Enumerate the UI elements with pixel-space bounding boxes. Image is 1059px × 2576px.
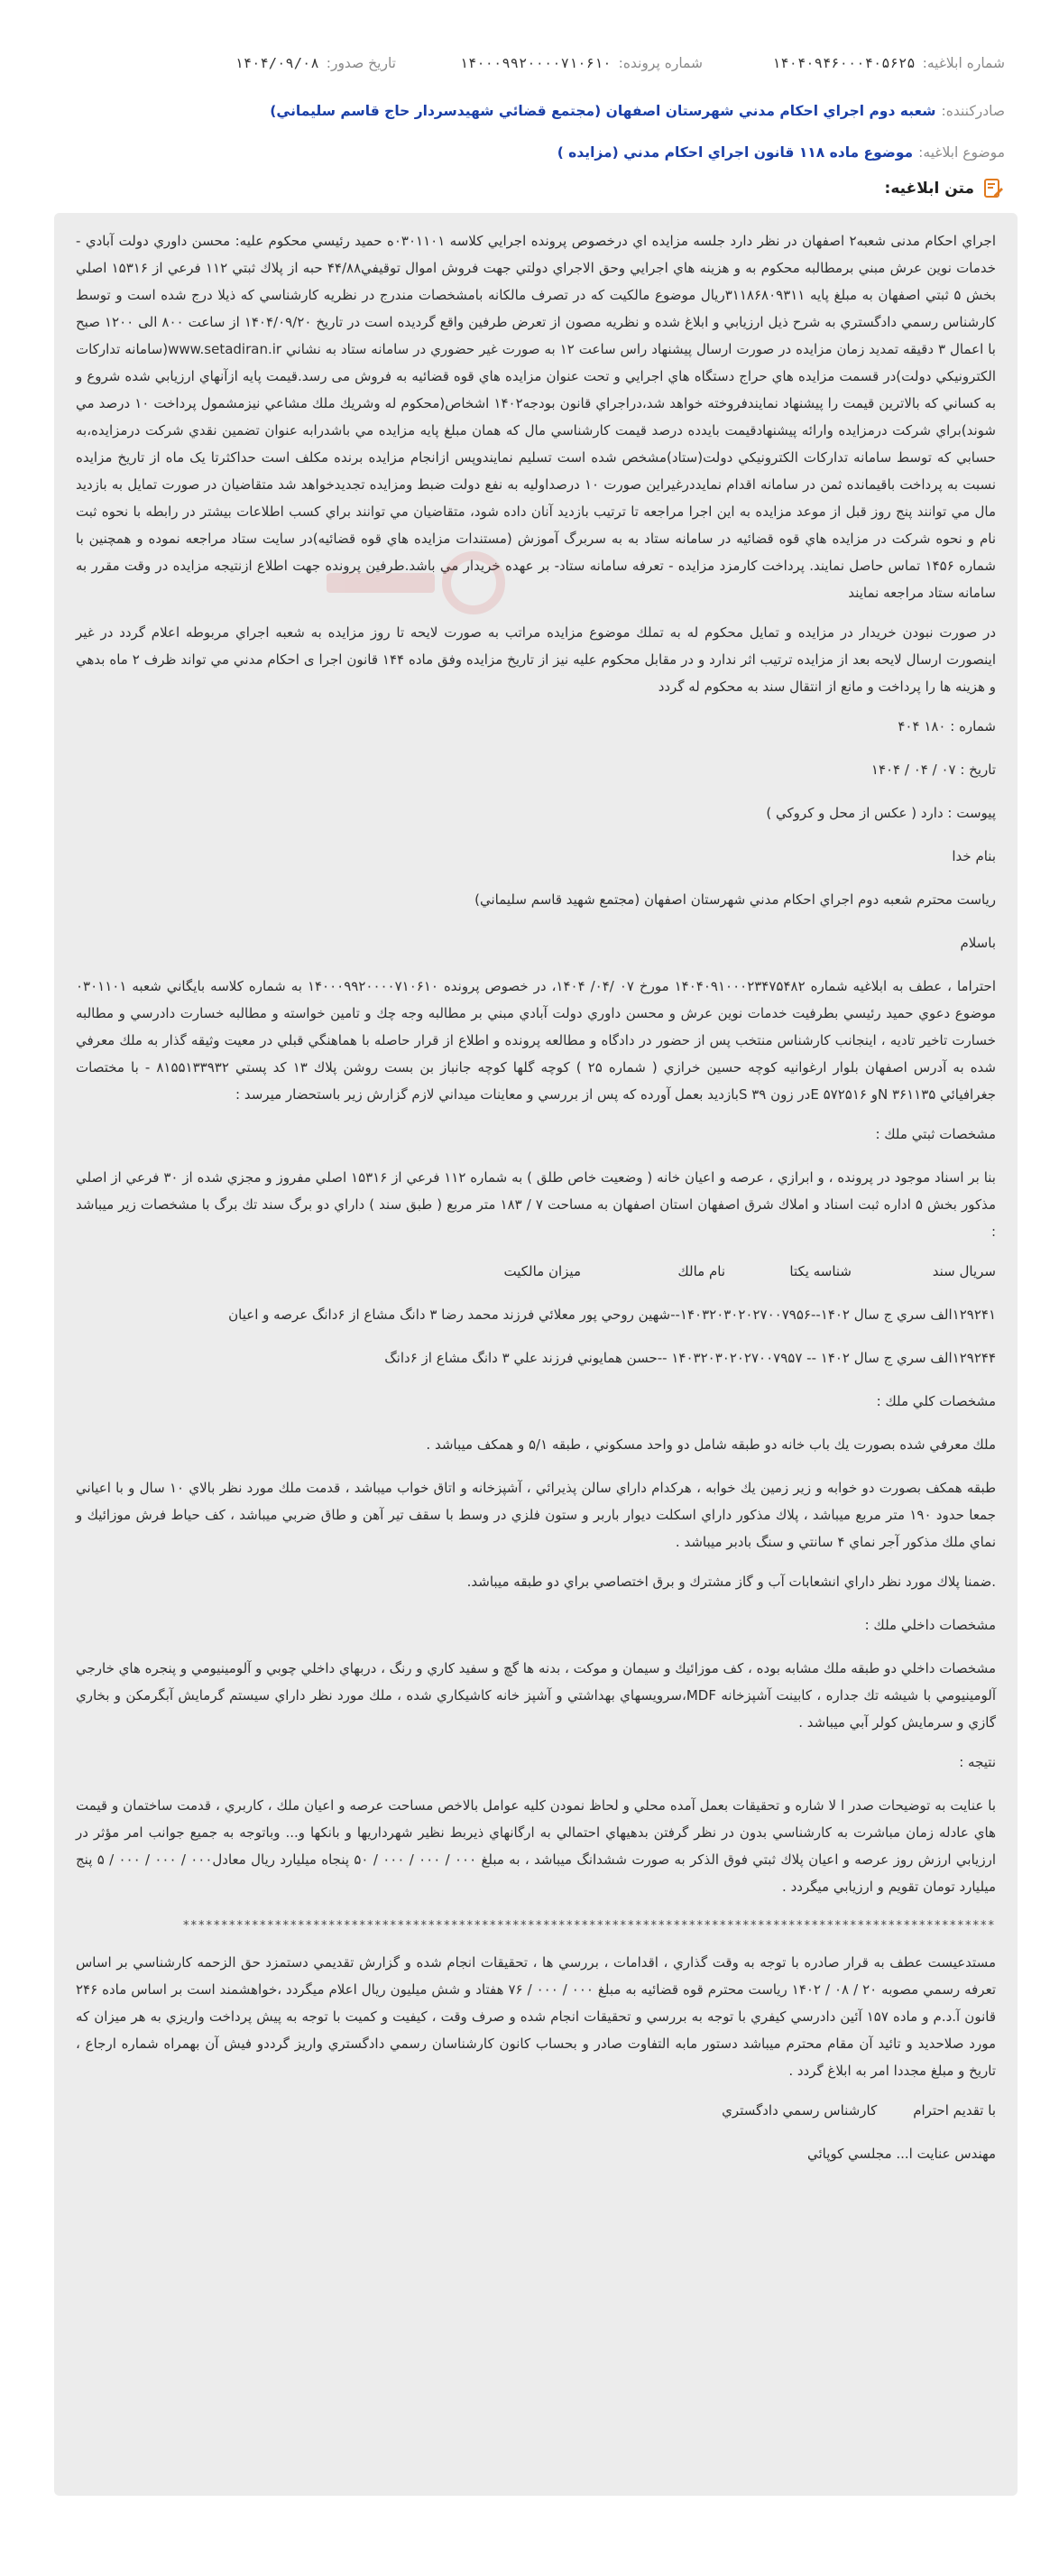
subject-value: موضوع ماده ۱۱۸ قانون اجراي احكام مدني (مزايده ): [557, 144, 914, 161]
case-number-value: ۱۴۰۰۰۹۹۲۰۰۰۰۷۱۰۶۱۰: [459, 55, 612, 71]
sender-value: شعبه دوم اجراي احكام مدني شهرستان اصفهان (مجتمع قضائي شهيدسردار حاج قاسم سليماني): [270, 103, 936, 119]
registry-title: مشخصات ثبتي ملك :: [875, 1126, 996, 1142]
owners-table-header: [76, 1258, 996, 1285]
notice-header: [0, 0, 1059, 166]
notice-number: [703, 55, 1005, 71]
utilities-line: .ضمنا پلاك مورد نظر داراي انشعابات آب و گاز مشترك و برق اختصاصي براي دو طبقه ميباشد.: [466, 1574, 996, 1590]
meta-row: [54, 47, 1005, 79]
fee-request-paragraph: مستدعيست عطف به قرار صادره با توجه به وقت گذاري ، اقدامات ، بررسي ها ، تحقيقات انجام شده و گزارش تقديمي دستمزد حق الزحمه كارشناسي بر اساس تعرفه رسمي مصوبه ۲۰ / ۰۸ / ۱۴۰۲ رياست محترم قوه قضائيه به مبلغ ۰۰۰ / ۰۰۰ / ۷۶ هفتاد و شش ميليون ريال اعلام ميگردد ،خواهشمند است بر اساس ماده ۲۴۶ قانون آ.د.م و ماده ۱۵۷ آئين دادرسي كيفري با توجه به بررسي و تحقيقات انجام شده و صرف وقت ، كيفيت و كميت با توجه به پيش پرداخت واريزي به هر ميزان كه مورد صلاحديد و تائيد آن مقام محترم ميباشد دستور مابه التفاوت صادر و بحساب كانون كارشناسان رسمي دادگستري واريز گرددو فيش آن بهمراه شماره ارجاع ، تاريخ و مبلغ مجددا امر به ابلاغ گردد .: [76, 1954, 996, 2079]
valuation-paragraph: با عنايت به توضيحات صدر ا لا شاره و تحقيقات بعمل آمده محلي و لحاظ نمودن كليه عوامل بالاخص مساحت عرصه و اعيان ملك ، كاربري ، قدمت ساختمان و قيمت هاي عادله زمان مباشرت به كارشناسي بدون در نظر گرفتن بدهيهاي احتمالي به ارگانهاي ذيربط نظير شهرداريها و بانكها و... وباتوجه به جميع جوانب امر مؤثر در ارزيابي ارزش روز عرصه و اعيان پلاك ثبتي فوق الذكر به صورت ششدانگ ميباشد ، به مبلغ ۰۰۰ / ۰۰۰ / ۰۰۰ / ۵۰ پنجاه ميليارد ريال معادل۰۰۰ / ۰۰۰ / ۰۰۰ / ۵ پنج ميليارد تومان تقويم و ارزيابي ميگردد .: [76, 1797, 996, 1895]
greeting: باسلام: [960, 935, 996, 951]
subject-label: موضوع ابلاغیه:: [918, 144, 1005, 161]
registry-paragraph: بنا بر اسناد موجود در پرونده ، و ابرازي ، عرصه و اعيان خانه ( وضعيت خاص طلق ) به شماره ۱۱۲ فرعي از ۱۵۳۱۶ اصلي مفروز و مجزي شده از ۳۰ فرعي از اصلي مذكور بخش ۵ اداره ثبت اسناد و املاك شرق اصفهان استان اصفهان به مساحت ۷ / ۱۸۳ متر مربع ( طبق سند ) داراي دو برگ سند تك برگ با مشخصات زير ميباشد :: [76, 1169, 997, 1240]
signature-name: مهندس عنايت ا... مجلسي كوپائي: [806, 2146, 996, 2162]
section-title: [885, 177, 1005, 200]
letter-recipient: رياست محترم شعبه دوم اجراي احكام مدني شهرستان اصفهان (مجتمع شهيد قاسم سليماني): [474, 891, 996, 908]
interior-paragraph: مشخصات داخلي دو طبقه ملك مشابه بوده ، كف موزائيك و سيمان و موكت ، بدنه ها گچ و سفيد كاري و رنگ ، دربهاي داخلي چوبي و آلومينيومي و پنجره هاي خارجي آلومينيومي با شيشه تك جداره ، كابينت آشپزخانه MDF،سرويسهاي بهداشتي و آشپز خانه كاشيكاري شده ، ملك مورد نظر داراي سيستم گرمايش آبگرمكن و بخاري گازي و سرمايش كولر آبي ميباشد .: [76, 1660, 996, 1731]
expert-intro-paragraph: احتراما ، عطف به ابلاغيه شماره ۱۴۰۴۰۹۱۰۰۰۲۳۴۷۵۴۸۲ مورخ ۰۷ /۰۴/ ۱۴۰۴، در خصوص پرونده ۱۴۰۰۰۹۹۲۰۰۰۰۷۱۰۶۱۰ به شماره كلاسه بايگاني شعبه ۰۳۰۱۱۰۱ موضوع دعوي حميد رئيسي بطرفيت خدمات نوين عرش و محسن داوري دولت آبادي مبني بر مطالبه وجه چك و تامين خواسته و مطالبه خسارت دادرسي و مطالبه خسارت تاخير تاديه ، اينجانب كارشناس منتخب پس از حضور در دادگاه و مطالعه پرونده و اطلاع از قرار حاصله با هماهنگي قبلي در معيت وثيقه گذار به ملك معرفي شده به آدرس اصفهان بلوار ارغوانيه كوچه حسين خرازي ( شماره ۲۵ ) كوچه گلها كوچه جانباز بن بست روشن پلاك ۱۳ كد پستي ۸۱۵۵۱۳۳۹۳۲ - با مختصات جغرافيائي ۳۶۱۱۳۵ Nو ۵۷۲۵۱۶ Eدر زون ۳۹ Sبازديد بعمل آورده كه پس از بررسي و معاينات ميداني لازم گزارش زير باستحضار ميرسد :: [76, 978, 996, 1103]
auction-paragraph: اجراي احكام مدنی شعبه۲ اصفهان در نظر دارد جلسه مزايده اي درخصوص پرونده اجرايي كلاسه ۰۳۰۱۱۰۱ه حميد رئيسي محكوم عليه: محسن داوري دولت آبادي - خدمات نوين عرش مبني برمطالبه محكوم به و هزينه هاي اجرايي وحق الاجراي دولتي جهت فروش اموال توقيفي۴۴/۸۸ حبه از پلاك ثبتي ۱۱۲ فرعي از ۱۵۳۱۶ اصلي بخش ۵ ثبتي اصفهان به مبلغ پايه ۳۱۱۸۶۸۰۹۳۱۱ريال موضوع مالكيت كه در تصرف مالكانه بامشخصات مندرج در نظريه كارشناسي كه ذيلا درج شده است و توسط كارشناس رسمي دادگستري به شرح ذيل ارزيابي و ابلاغ شده و نظريه مصون از تعرض طرفين واقع گرديده است در تاريخ ۱۴۰۴/۰۹/۲۰ از ساعت ۸۰۰ الی ۱۲۰۰ صبح با اعمال ۳ دقيقه تمديد زمان مزايده در صورت ارسال پيشنهاد راس ساعت ۱۲ به صورت غير حضوري در سامانه ستاد به نشاني www.setadiran.ir(سامانه تداركات الكترونيكي دولت)در قسمت مزايده هاي حراج دستگاه هاي اجرايي و تحت عنوان مزايده هاي قوه قضائيه به فروش می رسد.قيمت پايه ازآنهاي ارزيابي شده شروع و به كساني كه بالاترين قيمت را پيشنهاد نمايندفروخته خواهد شد،دراجراي قانون بودجه۱۴۰۲ اشخاص(محكوم له وشريك ملك مشاعي نيزمشمول پرداخت ۱۰ درصد مي شوند)براي شركت درمزايده وارائه پيشنهادقيمت بايدده درصد قيمت كارشناسي مال كه همان مبلغ پايه مزايده مي باشدرابه عنوان تضمين نقدي شركت درمزايده،به حسابي كه توسط سامانه تداركات الكترونيكي دولت(ستاد)مشخص شده است تسليم نمايندوپس ازانجام مزايده برنده مكلف است حداكثرتا يک ماه از تاريخ مزايده نسبت به پرداخت باقيمانده ثمن در سامانه اقدام نمايددرغيراين صورت ۱۰ درصداوليه به نفع دولت ضبط ومزايده تجديدخواهد شد متقاضيان در صورت تمايل به بازديد مال مي توانند پنج روز قبل از موعد مزايده به اين اجرا مراجعه تا ترتيب بازديد آنان داده شود، متقاضيان مي توانند براي كسب اطلاعات بيشتر در رابطه با نحوه ثبت نام و نحوه شركت در مزايده هاي قوه قضائيه در سامانه ستاد به به سربرگ آموزش (مستندات مزايده هاي قوه قضائيه)در سايت ستاد مراجعه نموده و همچنين با شماره ۱۴۵۶ تماس حاصل نمايند. پرداخت كارمزد مزايده - تعرفه سامانه ستاد- بر عهده خريدار مي باشد.طرفين پرونده جهت اطلاع ازنتيجه مزايده در وقت مقرر به سامانه ستاد مراجعه نمايند: [76, 233, 997, 601]
general-title: مشخصات كلي ملك :: [876, 1393, 996, 1409]
letter-date: تاريخ : ۰۷ / ۰۴ / ۱۴۰۴: [870, 762, 996, 778]
god-name: بنام خدا: [952, 848, 996, 864]
issue-date-label: تاریخ صدور:: [326, 55, 396, 71]
owners-col-owner: نام مالك: [677, 1263, 725, 1279]
issue-date: [235, 55, 396, 71]
sender-row: [54, 97, 1005, 125]
separator-stars: **********************************************************************************************************: [183, 1919, 996, 1933]
sender-label: صادرکننده:: [941, 103, 1005, 119]
result-title: نتيجه :: [959, 1754, 996, 1770]
buyer-absence-paragraph: در صورت نبودن خريدار در مزايده و تمايل محكوم له به تملك موضوع مزايده مراتب به صورت لايحه تا روز مزايده به شعبه اجراي مربوطه اعلام گردد در غير اينصورت ارسال لايحه بعد از مزايده ترتيب اثر ندارد و در مقابل محكوم عليه نيز از تاريخ مزايده وفق ماده ۱۴۴ قانون اجرا ی احكام مدني مي تواند ظرف ۲ ماه بدهي و هزينه ها را پرداخت و مانع از انتقال سند به محكوم له گردد: [76, 624, 996, 695]
issue-date-value: ۱۴۰۴/۰۹/۰۸: [235, 55, 319, 71]
general-line: ملك معرفي شده بصورت يك باب خانه دو طبقه شامل دو واحد مسكوني ، طبقه ۵/۱ و همكف ميباشد .: [426, 1436, 996, 1453]
owner-row-2: ۱۲۹۲۴۴الف سري ج سال ۱۴۰۲ -- ۱۴۰۳۲۰۳۰۲۰۲۷۰۰۷۹۵۷ --حسن همايوني فرزند علي ۳ دانگ مشاع از ۶دانگ: [384, 1350, 996, 1366]
owners-col-serial: سريال سند: [932, 1263, 996, 1279]
signature-row: [76, 2097, 996, 2124]
owners-col-share: ميزان مالكيت: [503, 1263, 581, 1279]
case-number-label: شماره پرونده:: [618, 55, 703, 71]
owners-col-id: شناسه يكتا: [789, 1263, 852, 1279]
section-title-text: متن ابلاغیه:: [884, 180, 974, 198]
notice-body: [54, 213, 1018, 2496]
owner-row-1: ۱۲۹۲۴۱الف سري ج سال ۱۴۰۲--۱۴۰۳۲۰۳۰۲۰۲۷۰۰۷۹۵۶--شهين روحي پور معلائي فرزند محمد رضا ۳ دانگ مشاع از ۶دانگ عرصه و اعيان: [228, 1306, 996, 1323]
letter-number: شماره : ۱۸۰ ۴۰۴: [898, 718, 996, 734]
notice-number-label: شماره ابلاغیه:: [922, 55, 1005, 71]
signature-respect: با تقديم احترام: [913, 2102, 996, 2119]
notice-number-value: ۱۴۰۴۰۹۴۶۰۰۰۴۰۵۶۲۵: [771, 55, 916, 71]
floor-description-paragraph: طبقه همكف بصورت دو خوابه و زير زمين يك خوابه ، هركدام داراي سالن پذيرائي ، آشپزخانه و اتاق خواب ميباشد ، قدمت ملك مورد نظر بالاي ۱۰ سال و با اعياني جمعا حدود ۱۹۰ متر مربع ميباشد ، پلاك مذكور داراي اسكلت ديوار باربر و ستون فلزي در وسط با سقف تير آهن و طاق ضربي ميباشد ، كف حياط فرش موزائيك و نماي ملك مذكور آجر نماي ۴ سانتي و سنگ بادبر ميباشد .: [76, 1480, 997, 1550]
interior-title: مشخصات داخلي ملك :: [864, 1617, 996, 1633]
letter-attachment: پيوست : دارد ( عكس از محل و كروكي ): [766, 805, 996, 821]
case-number: [396, 55, 703, 71]
signature-title: كارشناس رسمي دادگستري: [722, 2102, 878, 2119]
document-edit-icon: [981, 177, 1005, 200]
subject-row: [54, 139, 1005, 166]
